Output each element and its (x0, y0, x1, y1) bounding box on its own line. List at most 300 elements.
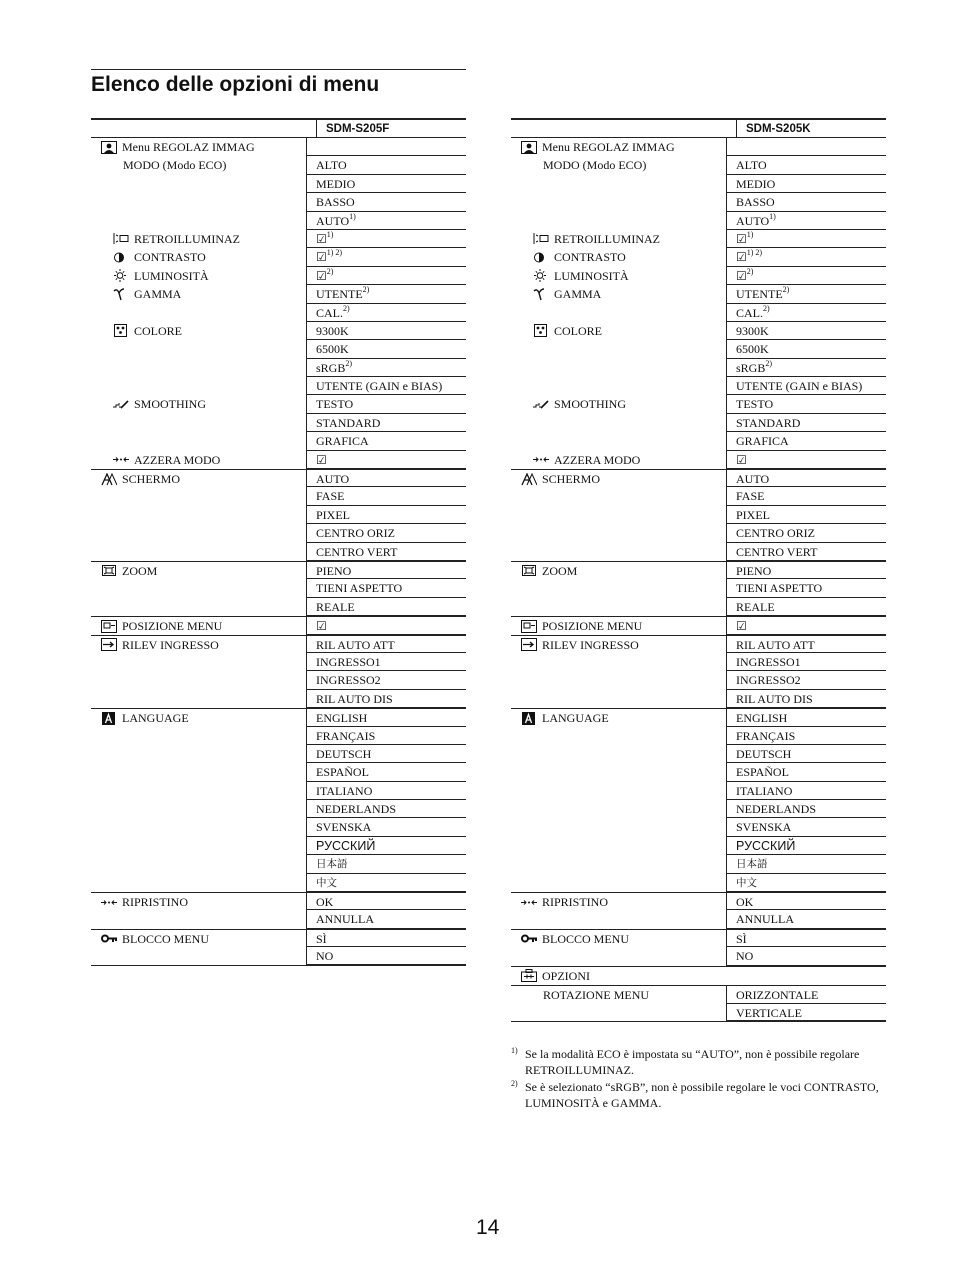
menu-option-value (306, 451, 466, 469)
menu-row (511, 947, 886, 965)
label-text: BLOCCO MENU (122, 931, 210, 946)
picture-icon (521, 141, 537, 154)
menu-option-value (306, 947, 466, 964)
option-text: GRAFICA (736, 434, 789, 449)
reset-icon (113, 453, 129, 466)
menu-option-value (726, 524, 886, 542)
footnote (511, 1046, 886, 1078)
input-icon (521, 638, 537, 651)
menu-row (511, 395, 886, 413)
menu-item-label (113, 322, 182, 340)
option-text: TIENI ASPETTO (316, 581, 403, 596)
menu-row (511, 727, 886, 745)
menu-row (511, 156, 886, 174)
option-text: OK (316, 895, 334, 910)
menu-section-label (101, 138, 255, 156)
menu-row (511, 671, 886, 689)
option-text: ESPAÑOL (736, 765, 789, 780)
menu-row (511, 506, 886, 524)
footnote-ref: 1) 2) (746, 248, 763, 258)
footnote-ref: 2) (765, 358, 773, 368)
label-text: GAMMA (134, 287, 182, 302)
footnote-ref: 2) (746, 266, 754, 276)
option-text: 中文 (316, 876, 337, 889)
zoom-icon (521, 564, 537, 577)
menu-option-value (726, 986, 886, 1004)
footnote-ref: 1) (326, 229, 334, 239)
option-text: RIL AUTO ATT (736, 637, 815, 652)
option-text: SÌ (736, 931, 747, 946)
menu-option-value (306, 248, 466, 266)
menu-option-value (726, 543, 886, 561)
menu-option-value (726, 267, 886, 285)
option-text: CAL. (736, 305, 763, 320)
option-text: 日本語 (316, 858, 348, 871)
option-text: SVENSKA (736, 820, 792, 835)
menu-row (511, 690, 886, 708)
label-text: MODO (Modo ECO) (543, 158, 647, 173)
label-text: BLOCCO MENU (542, 931, 630, 946)
menu-option-value (306, 340, 466, 358)
option-text: INGRESSO1 (736, 654, 801, 669)
option-text: 9300K (316, 323, 349, 338)
menu-row (511, 855, 886, 873)
option-text: ESPAÑOL (316, 765, 369, 780)
option-text: RIL AUTO DIS (736, 691, 813, 706)
option-text: AUTO (316, 472, 350, 487)
footnote-mark: 1) (511, 1046, 518, 1055)
option-text: CENTRO ORIZ (316, 526, 395, 541)
menu-row (91, 267, 466, 285)
menu-option-value (306, 506, 466, 524)
model-name: SDM-S205K (736, 120, 886, 138)
label-text: CONTRASTO (134, 250, 206, 265)
menu-option-value (726, 727, 886, 745)
menu-table-left (91, 118, 466, 966)
menu-item-label (113, 395, 206, 413)
menu-section-label (101, 562, 157, 580)
menu-option-value (306, 193, 466, 211)
menu-section-label (521, 636, 639, 654)
option-text: BASSO (316, 195, 355, 210)
menu-option-value (306, 709, 466, 726)
menu-option-value (726, 230, 886, 248)
menu-option-value (306, 745, 466, 763)
menu-row (91, 359, 466, 377)
menu-row (91, 395, 466, 413)
menu-row (91, 248, 466, 266)
option-text: CENTRO ORIZ (736, 526, 815, 541)
menu-option-value (306, 690, 466, 708)
menu-section-label (101, 930, 209, 948)
option-text: FASE (736, 489, 765, 504)
menu-option-value (726, 947, 886, 965)
menu-row (511, 561, 886, 579)
menu-option-value (726, 506, 886, 524)
option-text: 日本語 (736, 858, 768, 871)
label-text: MODO (Modo ECO) (123, 158, 227, 173)
backlight-icon (533, 232, 549, 245)
menu-option-value (726, 359, 886, 377)
menu-option-value (726, 193, 886, 211)
menu-option-value (306, 855, 466, 873)
menu-option-value (306, 598, 466, 616)
menu-row (511, 377, 886, 395)
label-text: LUMINOSITÀ (134, 268, 209, 283)
option-text: FRANÇAIS (736, 728, 796, 743)
label-text: AZZERA MODO (554, 452, 641, 467)
gamma-icon (533, 288, 549, 301)
label-text: LANGUAGE (122, 711, 189, 726)
menu-row (91, 304, 466, 322)
label-text: GAMMA (554, 287, 602, 302)
menu-option-value (306, 432, 466, 450)
label-text: AZZERA MODO (134, 452, 221, 467)
menu-option-value (306, 818, 466, 836)
footnote-ref: 2) (362, 285, 370, 295)
menu-section-label (521, 138, 675, 156)
footnote-ref: 2) (326, 266, 334, 276)
menu-option-value (726, 617, 886, 634)
menu-row (91, 727, 466, 745)
menu-option-value (726, 800, 886, 818)
menu-row (511, 579, 886, 597)
menu-row (511, 359, 886, 377)
option-text: SVENSKA (316, 820, 372, 835)
menu-row (91, 598, 466, 616)
label-text: ZOOM (542, 563, 578, 578)
menu-option-value (726, 340, 886, 358)
menu-item-label (113, 267, 209, 285)
option-text: ANNULLA (316, 912, 374, 927)
option-text: NO (736, 949, 754, 964)
menu-section-label (521, 893, 608, 911)
menu-row (511, 175, 886, 193)
menu-row (91, 892, 466, 910)
reset-icon (101, 896, 117, 909)
menu-option-value (726, 598, 886, 616)
footnote-ref: 2) (345, 358, 353, 368)
menu-row (91, 377, 466, 395)
menu-section-label (101, 470, 180, 488)
menu-row (511, 304, 886, 322)
menu-row (91, 635, 466, 653)
menu-section-label (101, 636, 219, 654)
menu-row (511, 469, 886, 487)
menu-option-value (726, 930, 886, 947)
brightness-icon (113, 269, 129, 282)
menu-item-label (123, 156, 226, 174)
menu-row (91, 616, 466, 634)
menu-row (91, 855, 466, 873)
menu-row (91, 818, 466, 836)
menu-row (91, 579, 466, 597)
footnote (511, 1079, 886, 1111)
menu-row (91, 230, 466, 248)
color-icon (113, 324, 129, 337)
table-header (511, 118, 886, 138)
option-text: REALE (736, 599, 775, 614)
footnote-ref: 1) (746, 229, 754, 239)
option-text: CENTRO VERT (316, 544, 398, 559)
menu-option-value (726, 671, 886, 689)
menu-row (91, 414, 466, 432)
option-text: DEUTSCH (736, 746, 792, 761)
screen-icon (521, 473, 537, 486)
label-text: OPZIONI (542, 968, 590, 983)
menu-option-value (726, 156, 886, 174)
menu-row (91, 156, 466, 174)
option-text: INGRESSO2 (736, 673, 801, 688)
option-text: ALTO (316, 158, 347, 173)
option-text: DEUTSCH (316, 746, 372, 761)
options-icon (521, 969, 537, 982)
smoothing-icon (533, 398, 549, 411)
menu-option-value (306, 212, 466, 230)
key-icon (521, 932, 537, 945)
menu-row (511, 837, 886, 855)
menu-option-value (306, 304, 466, 322)
label-text: RILEV INGRESSO (122, 637, 219, 652)
menu-option-value (306, 893, 466, 910)
menu-section-label (521, 930, 629, 948)
menu-option-value (726, 745, 886, 763)
option-text: ANNULLA (736, 912, 794, 927)
menu-row (511, 432, 886, 450)
menu-row (511, 414, 886, 432)
menu-item-label (533, 285, 601, 303)
menu-row (511, 322, 886, 340)
option-text: VERTICALE (736, 1005, 802, 1020)
menu-row (91, 193, 466, 211)
menu-option-value (726, 377, 886, 395)
option-text: NEDERLANDS (736, 802, 816, 817)
label-text: COLORE (134, 323, 182, 338)
page-title: Elenco delle opzioni di menu (91, 73, 380, 96)
menu-row (511, 763, 886, 781)
menu-option-value (306, 782, 466, 800)
language-icon (101, 712, 117, 725)
menu-section-label (521, 967, 590, 985)
menu-item-label (533, 322, 602, 340)
menu-table-right (511, 118, 886, 1022)
menu-row (511, 616, 886, 634)
menu-row (91, 874, 466, 892)
menu-option-value (306, 543, 466, 561)
option-text: PIENO (316, 563, 352, 578)
menu-item-label (533, 230, 660, 248)
menu-option-value (726, 432, 886, 450)
menu-position-icon (521, 620, 537, 633)
menu-item-label (543, 156, 646, 174)
picture-icon (101, 141, 117, 154)
menu-section-label (521, 617, 642, 635)
menu-item-label (533, 248, 626, 266)
option-text: ☑ (316, 268, 327, 283)
option-text: РУССКИЙ (316, 838, 376, 853)
option-text: 6500K (316, 342, 349, 357)
option-text: CENTRO VERT (736, 544, 818, 559)
contrast-icon (533, 251, 549, 264)
option-text: TESTO (736, 397, 774, 412)
menu-row (91, 340, 466, 358)
menu-option-value (726, 138, 886, 156)
menu-option-value (726, 818, 886, 836)
option-text: UTENTE (GAIN e BIAS) (736, 379, 863, 394)
menu-row (91, 929, 466, 947)
option-text: AUTO (736, 472, 770, 487)
option-text: PIXEL (316, 507, 350, 522)
menu-row (91, 561, 466, 579)
menu-section-label (101, 617, 222, 635)
menu-row (511, 230, 886, 248)
menu-row (91, 782, 466, 800)
option-text: sRGB (316, 360, 346, 375)
option-text: ITALIANO (736, 783, 793, 798)
menu-option-value (726, 709, 886, 726)
menu-item-label (543, 986, 649, 1004)
option-text: FASE (316, 489, 345, 504)
option-text: INGRESSO2 (316, 673, 381, 688)
option-text: OK (736, 895, 754, 910)
menu-row (91, 285, 466, 303)
menu-option-value (726, 837, 886, 855)
menu-row (91, 212, 466, 230)
page-number: 14 (476, 1216, 500, 1239)
menu-row (91, 487, 466, 505)
footnote-ref: 1) (769, 211, 776, 221)
label-text: LUMINOSITÀ (554, 268, 629, 283)
menu-option-value (726, 248, 886, 266)
menu-option-value (306, 562, 466, 579)
option-text: SÌ (316, 931, 327, 946)
menu-option-value (726, 855, 886, 873)
menu-option-value (306, 837, 466, 855)
menu-row (91, 947, 466, 965)
menu-row (91, 690, 466, 708)
menu-option-value (726, 653, 886, 671)
menu-row (511, 598, 886, 616)
option-text: ☑ (736, 452, 747, 467)
menu-option-value (306, 414, 466, 432)
label-text: LANGUAGE (542, 711, 609, 726)
menu-section-label (521, 470, 600, 488)
label-text: CONTRASTO (554, 250, 626, 265)
label-text: ZOOM (122, 563, 158, 578)
menu-section-label (521, 562, 577, 580)
menu-option-value (306, 910, 466, 928)
menu-row (511, 635, 886, 653)
option-text: AUTO (316, 213, 350, 228)
option-text: REALE (316, 599, 355, 614)
label-text: Menu REGOLAZ IMMAG (542, 140, 675, 154)
menu-option-value (306, 377, 466, 395)
menu-row (91, 800, 466, 818)
option-text: ☑ (736, 231, 747, 246)
backlight-icon (113, 232, 129, 245)
option-text: ITALIANO (316, 783, 373, 798)
footnote-ref: 2) (343, 303, 350, 313)
screen-icon (101, 473, 117, 486)
option-text: RIL AUTO DIS (316, 691, 393, 706)
footnote-text: Se è selezionato “sRGB”, non è possibile regolare le voci CONTRASTO, LUMINOSITÀ e GAMMA. (525, 1080, 879, 1110)
menu-option-value (726, 304, 886, 322)
menu-item-label (113, 248, 206, 266)
menu-option-value (726, 470, 886, 487)
label-text: SCHERMO (122, 472, 181, 487)
menu-row (511, 986, 886, 1004)
option-text: PIXEL (736, 507, 770, 522)
menu-row (91, 763, 466, 781)
option-text: sRGB (736, 360, 766, 375)
label-text: POSIZIONE MENU (542, 619, 643, 634)
menu-option-value (306, 487, 466, 505)
option-text: FRANÇAIS (316, 728, 376, 743)
menu-option-value (726, 322, 886, 340)
option-text: ☑ (736, 619, 747, 634)
menu-option-value (726, 451, 886, 469)
option-text: ENGLISH (736, 711, 788, 726)
menu-row (91, 708, 466, 726)
label-text: Menu REGOLAZ IMMAG (122, 140, 255, 154)
menu-option-value (726, 395, 886, 413)
menu-option-value (726, 763, 886, 781)
menu-option-value (726, 562, 886, 579)
menu-row (511, 1004, 886, 1022)
menu-row (91, 432, 466, 450)
menu-row (511, 929, 886, 947)
option-text: MEDIO (316, 176, 356, 191)
gamma-icon (113, 288, 129, 301)
menu-option-value (726, 910, 886, 928)
menu-row (511, 653, 886, 671)
menu-row (91, 745, 466, 763)
menu-option-value (726, 893, 886, 910)
option-text: ORIZZONTALE (736, 987, 819, 1002)
menu-option-value (306, 322, 466, 340)
option-text: 中文 (736, 876, 757, 889)
option-text: ☑ (736, 268, 747, 283)
menu-row (91, 671, 466, 689)
menu-option-value (306, 930, 466, 947)
label-text: RIPRISTINO (122, 895, 189, 910)
menu-option-value (306, 636, 466, 653)
menu-row (91, 138, 466, 156)
menu-row (91, 175, 466, 193)
menu-row (91, 653, 466, 671)
reset-icon (521, 896, 537, 909)
option-text: STANDARD (736, 415, 801, 430)
menu-item-label (533, 395, 626, 413)
footnotes (511, 1046, 886, 1112)
option-text: ☑ (736, 250, 747, 265)
label-text: POSIZIONE MENU (122, 619, 223, 634)
menu-row (91, 322, 466, 340)
option-text: TIENI ASPETTO (736, 581, 823, 596)
menu-row (91, 543, 466, 561)
menu-option-value (306, 524, 466, 542)
menu-row (91, 910, 466, 928)
input-icon (101, 638, 117, 651)
menu-option-value (306, 727, 466, 745)
footnote-ref: 2) (782, 285, 790, 295)
smoothing-icon (113, 398, 129, 411)
menu-row (511, 451, 886, 469)
menu-option-value (726, 1004, 886, 1021)
option-text: GRAFICA (316, 434, 369, 449)
label-text: RETROILLUMINAZ (554, 231, 660, 246)
menu-item-label (113, 285, 181, 303)
